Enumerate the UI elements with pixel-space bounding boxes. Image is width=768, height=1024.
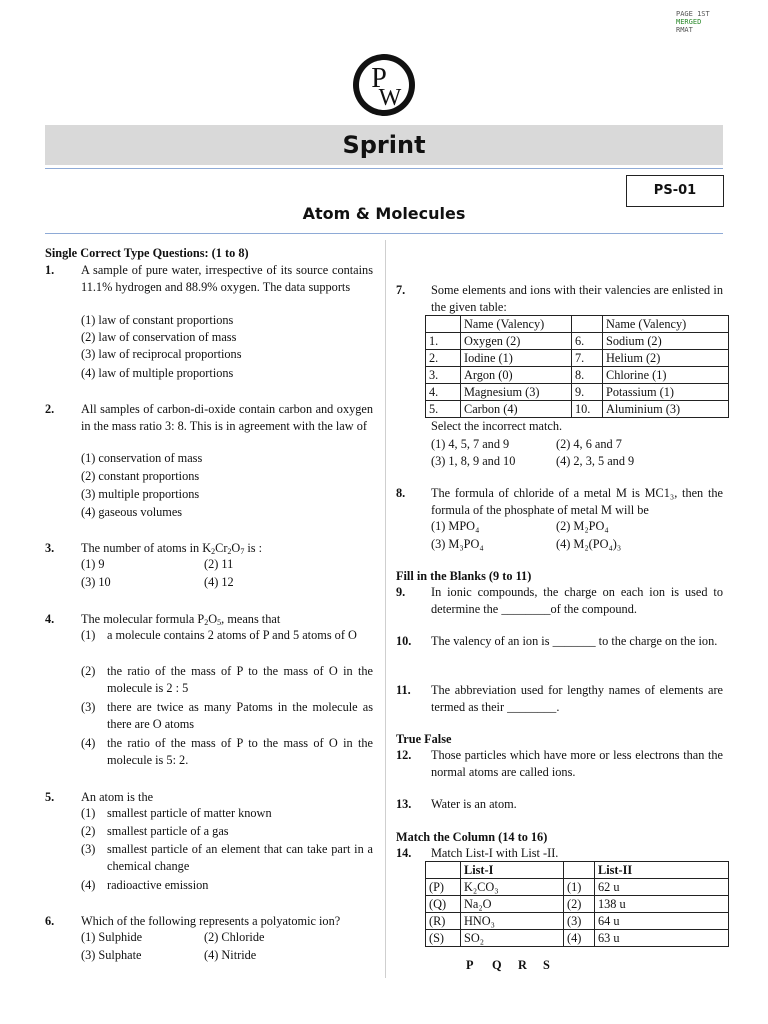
option-label: (3) — [81, 700, 96, 714]
table-row — [426, 384, 729, 401]
table-cell: Potassium (1) — [603, 384, 729, 401]
table-cell — [564, 862, 595, 879]
table-cell: K₂CO₃ — [461, 879, 564, 896]
table-cell: Oxygen (2) — [461, 333, 572, 350]
answer-head: Q — [492, 958, 502, 972]
option: (3) multiple proportions — [81, 487, 200, 501]
option: (2) law of conservation of mass — [81, 330, 237, 344]
logo-letter-p: P — [371, 63, 387, 94]
option-label: (2) — [81, 664, 96, 678]
option: the ratio of the mass of P to the mass of O in the molecule is 2 : 5 — [107, 664, 373, 695]
option: smallest particle of matter known — [107, 806, 272, 820]
page-stamp — [676, 10, 766, 36]
sheet-code: PS-01 — [626, 175, 724, 207]
question-text: The abbreviation used for lengthy names of elements are termed as their ________. — [431, 683, 723, 714]
table-cell: SO₂ — [461, 930, 564, 947]
option: the ratio of the mass of P to the mass of O in the molecule is 5: 2. — [107, 736, 373, 767]
question-number: 13. — [396, 797, 412, 811]
question-number: 5. — [45, 790, 55, 804]
option: (1) 9 — [81, 557, 105, 571]
stamp-line: RMAT — [676, 26, 693, 34]
table-cell: (R) — [426, 913, 461, 930]
option: (1) law of constant proportions — [81, 313, 234, 327]
table-cell: Aluminium (3) — [603, 401, 729, 418]
option: a molecule contains 2 atoms of P and 5 atoms of O — [107, 628, 357, 642]
answer-head: R — [518, 958, 527, 972]
table-cell: (Q) — [426, 896, 461, 913]
logo-letter-w: W — [378, 85, 402, 111]
table-header-row — [426, 316, 729, 333]
table-cell: 10. — [572, 401, 603, 418]
question-text: The formula of chloride of a metal M is MC1₃, then the formula of the phosphate of metal M will be — [431, 486, 723, 517]
subtitle-divider — [45, 233, 723, 234]
option: (4) law of multiple proportions — [81, 366, 234, 380]
option: (3) law of reciprocal proportions — [81, 347, 242, 361]
question-text: An atom is the — [81, 790, 154, 804]
option: (4) gaseous volumes — [81, 505, 183, 519]
table-cell: 5. — [426, 401, 461, 418]
question-number: 4. — [45, 612, 55, 626]
table-row — [426, 913, 729, 930]
option: (2) constant proportions — [81, 469, 200, 483]
table-cell: 1. — [426, 333, 461, 350]
question-number: 14. — [396, 846, 412, 860]
question-text: The molecular formula $P_2O_5$, means that — [81, 612, 281, 627]
table-row — [426, 879, 729, 896]
option-label: (3) — [81, 842, 96, 856]
question-text: The valency of an ion is _______ to the charge on the ion. — [431, 634, 718, 648]
table-cell: (S) — [426, 930, 461, 947]
question-number: 2. — [45, 402, 55, 416]
table-cell: (3) — [564, 913, 595, 930]
question-text: Match List-I with List -II. — [431, 846, 559, 860]
table-cell: 7. — [572, 350, 603, 367]
table-cell: List-II — [595, 862, 729, 879]
option: (3) M₃PO₄ — [431, 537, 484, 551]
option: smallest particle of a gas — [107, 824, 229, 838]
section-heading: Single Correct Type Questions: (1 to 8) — [45, 246, 249, 260]
table-row — [426, 896, 729, 913]
table-cell: Helium (2) — [603, 350, 729, 367]
option: (4) 12 — [204, 575, 234, 589]
table-row — [426, 350, 729, 367]
table-cell — [572, 316, 603, 333]
option: (3) 10 — [81, 575, 111, 589]
chapter-title: Atom & Molecules — [302, 204, 466, 223]
table-cell: 4. — [426, 384, 461, 401]
question-text: Which of the following represents a polyatomic ion? — [81, 914, 341, 928]
option-label: (1) — [81, 628, 96, 642]
option: (2) 11 — [204, 557, 234, 571]
column-divider — [385, 240, 386, 978]
option-label: (4) — [81, 878, 96, 892]
question-number: 11. — [396, 683, 411, 697]
question-text: Those particles which have more or less electrons than the normal atoms are called ions. — [431, 748, 723, 779]
option: (3) 1, 8, 9 and 10 — [431, 454, 516, 468]
table-cell: Argon (0) — [461, 367, 572, 384]
table-cell: (1) — [564, 879, 595, 896]
answer-head: S — [543, 958, 550, 972]
table-cell: 3. — [426, 367, 461, 384]
table-cell: (P) — [426, 879, 461, 896]
table-cell: 64 u — [595, 913, 729, 930]
option-label: (1) — [81, 806, 96, 820]
table-cell: Magnesium (3) — [461, 384, 572, 401]
section-heading: True False — [396, 732, 452, 746]
table-cell: 138 u — [595, 896, 729, 913]
option: (1) 4, 5, 7 and 9 — [431, 437, 510, 451]
table-cell: Sodium (2) — [603, 333, 729, 350]
table-cell: Na₂O — [461, 896, 564, 913]
table-cell: 9. — [572, 384, 603, 401]
option: (4) M₂(PO₄)₃ — [556, 537, 622, 551]
table-cell: HNO₃ — [461, 913, 564, 930]
header-divider — [45, 168, 723, 169]
question-number: 3. — [45, 541, 55, 555]
question-text: All samples of carbon-di-oxide contain carbon and oxygen in the mass ratio 3: 8. This is in agreement with the law of — [81, 402, 373, 433]
question-number: 12. — [396, 748, 412, 762]
table-row — [426, 333, 729, 350]
table-cell: Name (Valency) — [461, 316, 572, 333]
question-number: 1. — [45, 263, 55, 277]
table-cell: List-I — [461, 862, 564, 879]
option: (1) Sulphide — [81, 930, 143, 944]
option: (2) 4, 6 and 7 — [556, 437, 622, 451]
option: (2) M₂PO₄ — [556, 519, 609, 533]
question-text: A sample of pure water, irrespective of its source contains 11.1% hydrogen and 88.9% oxygen. The data supports — [81, 263, 373, 294]
option-label: (2) — [81, 824, 96, 838]
question-number: 10. — [396, 634, 412, 648]
question-prompt: Select the incorrect match. — [431, 419, 563, 433]
option: (1) conservation of mass — [81, 451, 203, 465]
option-label: (4) — [81, 736, 96, 750]
option: smallest particle of an element that can take part in a chemical change — [107, 842, 373, 873]
table-row — [426, 401, 729, 418]
question-text: Some elements and ions with their valencies are enlisted in the given table: — [431, 283, 723, 314]
table-row — [426, 367, 729, 384]
table-cell: (2) — [564, 896, 595, 913]
table-header-row — [426, 862, 729, 879]
question-text: The number of atoms in $K_2Cr_2O_7$ is : — [81, 541, 263, 556]
table-cell: 2. — [426, 350, 461, 367]
option: (3) Sulphate — [81, 948, 142, 962]
question-text: In ionic compounds, the charge on each ion is used to determine the ________of the compound. — [431, 585, 723, 616]
answer-head: P — [466, 958, 474, 972]
table-cell — [426, 316, 461, 333]
table-cell: Name (Valency) — [603, 316, 729, 333]
table-cell: (4) — [564, 930, 595, 947]
question-number: 9. — [396, 585, 406, 599]
table-cell — [426, 862, 461, 879]
table-cell: Iodine (1) — [461, 350, 572, 367]
table-cell: Chlorine (1) — [603, 367, 729, 384]
section-heading: Match the Column (14 to 16) — [396, 830, 548, 844]
table-cell: 8. — [572, 367, 603, 384]
option: there are twice as many Patoms in the molecule as there are O atoms — [107, 700, 373, 731]
table-cell: 62 u — [595, 879, 729, 896]
table-cell: Carbon (4) — [461, 401, 572, 418]
table-row — [426, 930, 729, 947]
option: (4) Nitride — [204, 948, 257, 962]
question-number: 6. — [45, 914, 55, 928]
table-cell: 6. — [572, 333, 603, 350]
option: (1) MPO₄ — [431, 519, 480, 533]
table-cell: 63 u — [595, 930, 729, 947]
valency-table — [425, 315, 729, 418]
match-table — [425, 861, 729, 947]
question-number: 7. — [396, 283, 406, 297]
stamp-line: PAGE 1ST — [676, 10, 710, 18]
stamp-line: MERGED — [676, 18, 702, 26]
option: radioactive emission — [107, 878, 209, 892]
question-text: Water is an atom. — [431, 797, 517, 811]
pw-logo — [352, 53, 416, 117]
option: (4) 2, 3, 5 and 9 — [556, 454, 635, 468]
section-heading: Fill in the Blanks (9 to 11) — [396, 569, 532, 583]
option: (2) Chloride — [204, 930, 265, 944]
page-title: Sprint — [342, 131, 426, 159]
question-number: 8. — [396, 486, 406, 500]
